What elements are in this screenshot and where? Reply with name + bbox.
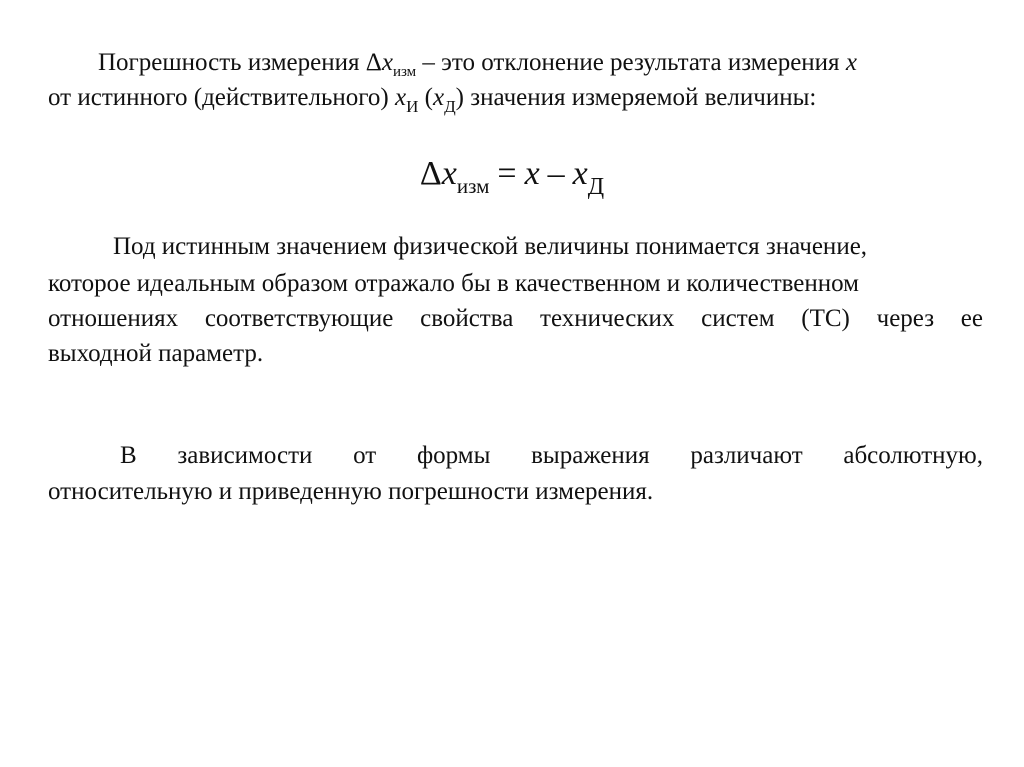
- paragraph1-line1: [98, 47, 983, 82]
- variable-x: x: [432, 84, 445, 111]
- variable-x: x: [381, 49, 393, 76]
- equals-sign: =: [497, 155, 517, 192]
- variable-x: x: [524, 155, 540, 192]
- subscript-izm: изм: [456, 174, 490, 198]
- text-run: от истинного (действительного): [48, 84, 395, 111]
- subscript-izm: изм: [392, 64, 417, 80]
- paragraph2-line4: выходной параметр.: [48, 340, 264, 367]
- variable-x: x: [845, 49, 857, 76]
- minus-sign: –: [547, 155, 565, 192]
- delta-symbol: Δ: [419, 155, 442, 192]
- subscript-d: Д: [587, 174, 605, 200]
- text-run: ) значения измеряемой величины:: [455, 84, 817, 111]
- variable-x: x: [572, 155, 588, 192]
- text-run: Погрешность измерения: [98, 49, 366, 76]
- paragraph3-line2: относительную и приведенную погрешности измерения.: [48, 478, 654, 505]
- text-run: (: [418, 84, 433, 111]
- variable-x: x: [441, 155, 457, 192]
- paragraph3-line1: В зависимости от формы выражения различают абсолютную,: [120, 442, 983, 469]
- text-run: – это отклонение результата измерения: [416, 49, 846, 76]
- paragraph2-line1: Под истинным значением физической величины понимается значение,: [113, 233, 868, 260]
- variable-x: x: [394, 84, 407, 111]
- paragraph2-line2: которое идеальным образом отражало бы в качественном и количественном: [48, 270, 859, 297]
- delta-symbol: Δ: [365, 49, 382, 76]
- formula: [0, 152, 1024, 199]
- paragraph2-line3: отношениях соответствующие свойства технических систем (ТС) через ее: [48, 305, 983, 332]
- subscript-d: Д: [444, 97, 456, 116]
- paragraph1-line2: [48, 82, 983, 116]
- subscript-i: И: [406, 97, 419, 116]
